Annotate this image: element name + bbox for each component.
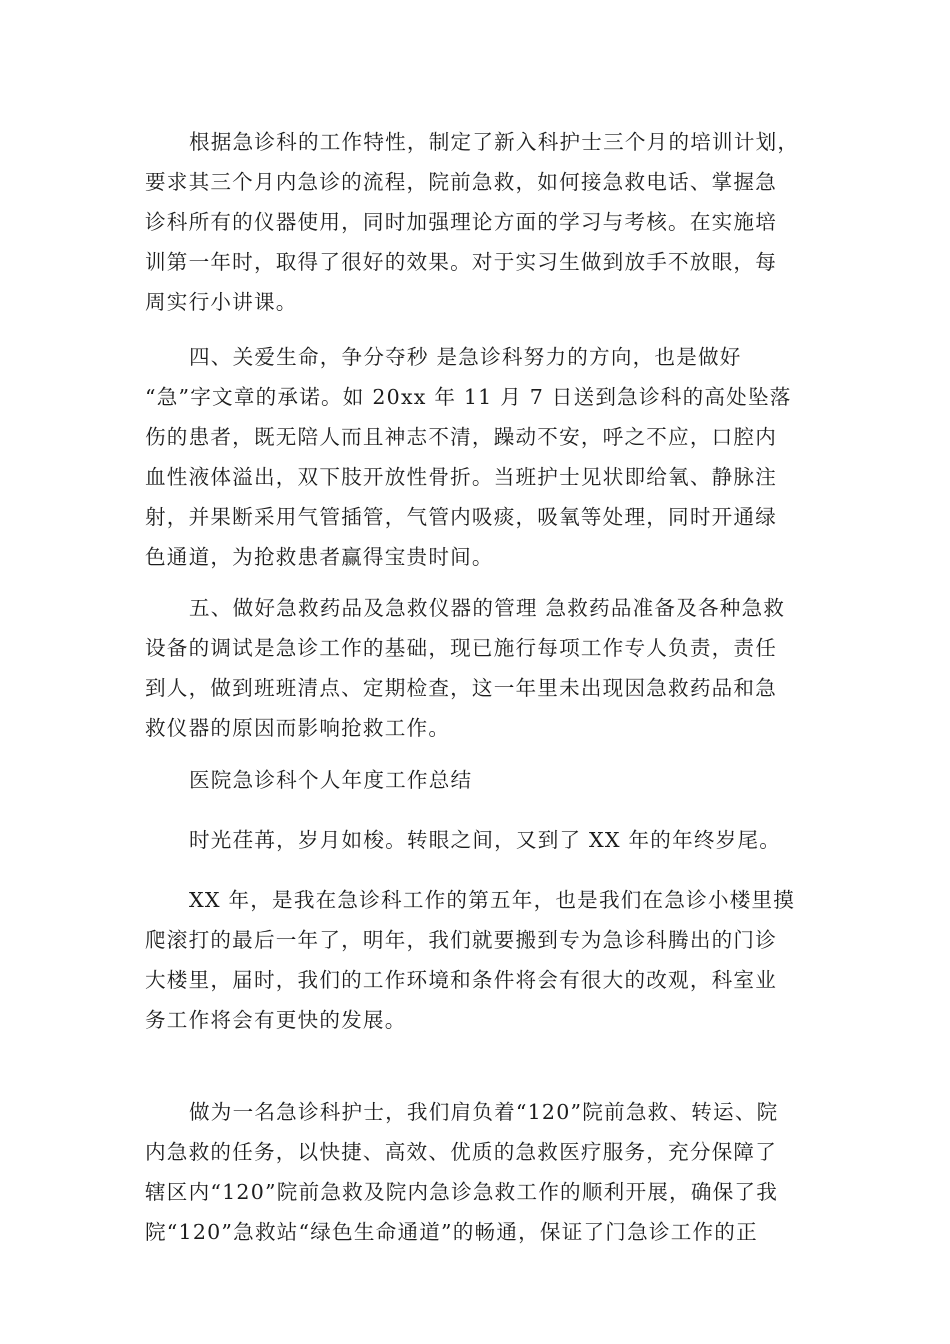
paragraph-fifth-year — [145, 880, 805, 1040]
text-line: 色通道，为抢救患者赢得宝贵时间。 — [145, 545, 494, 569]
paragraph-training-plan — [145, 122, 805, 322]
text-line: 训第一年时，取得了很好的效果。对于实习生做到放手不放眼，每 — [145, 250, 778, 274]
text-line: 到人，做到班班清点、定期检查，这一年里未出现因急救药品和急 — [145, 676, 778, 700]
text-line: 周实行小讲课。 — [145, 290, 298, 314]
text-line: 务工作将会有更快的发展。 — [145, 1008, 407, 1032]
text-line: 院“120”急救站“绿色生命通道”的畅通，保证了门急诊工作的正 — [145, 1220, 758, 1244]
text-line: 内急救的任务，以快捷、高效、优质的急救医疗服务，充分保障了 — [145, 1140, 778, 1164]
section-heading — [145, 760, 805, 800]
text-line: 辖区内“120”院前急救及院内急诊急救工作的顺利开展，确保了我 — [145, 1180, 778, 1204]
text-line: 射，并果断采用气管插管，气管内吸痰，吸氧等处理，同时开通绿 — [145, 505, 778, 529]
paragraph-drug-management — [145, 588, 805, 748]
text-line: 五、做好急救药品及急救仪器的管理 急救药品准备及各种急救 — [189, 596, 786, 620]
text-line: 设备的调试是急诊工作的基础，现已施行每项工作专人负责，责任 — [145, 636, 778, 660]
text-line: 时光荏苒，岁月如梭。转眼之间，又到了 XX 年的年终岁尾。 — [189, 828, 782, 852]
paragraph-care-for-life — [145, 337, 805, 577]
text-line: 根据急诊科的工作特性，制定了新入科护士三个月的培训计划， — [189, 130, 800, 154]
text-line: XX 年，是我在急诊科工作的第五年，也是我们在急诊小楼里摸 — [189, 888, 796, 912]
text-line: 救仪器的原因而影响抢救工作。 — [145, 716, 451, 740]
text-line: “急”字文章的承诺。如 20xx 年 11 月 7 日送到急诊科的高处坠落 — [145, 385, 792, 409]
text-line: 大楼里，届时，我们的工作环境和条件将会有很大的改观，科室业 — [145, 968, 778, 992]
text-line: 爬滚打的最后一年了，明年，我们就要搬到专为急诊科腾出的门诊 — [145, 928, 778, 952]
section-title: 医院急诊科个人年度工作总结 — [189, 768, 473, 792]
paragraph-nurse-duties — [145, 1092, 805, 1252]
paragraph-intro — [145, 820, 805, 860]
text-line: 血性液体溢出，双下肢开放性骨折。当班护士见状即给氧、静脉注 — [145, 465, 778, 489]
text-line: 伤的患者，既无陪人而且神志不清，躁动不安，呼之不应，口腔内 — [145, 425, 778, 449]
text-line: 要求其三个月内急诊的流程，院前急救，如何接急救电话、掌握急 — [145, 170, 778, 194]
text-line: 诊科所有的仪器使用，同时加强理论方面的学习与考核。在实施培 — [145, 210, 778, 234]
text-line: 做为一名急诊科护士，我们肩负着“120”院前急救、转运、院 — [189, 1100, 779, 1124]
text-line: 四、关爱生命，争分夺秒 是急诊科努力的方向，也是做好 — [189, 345, 742, 369]
